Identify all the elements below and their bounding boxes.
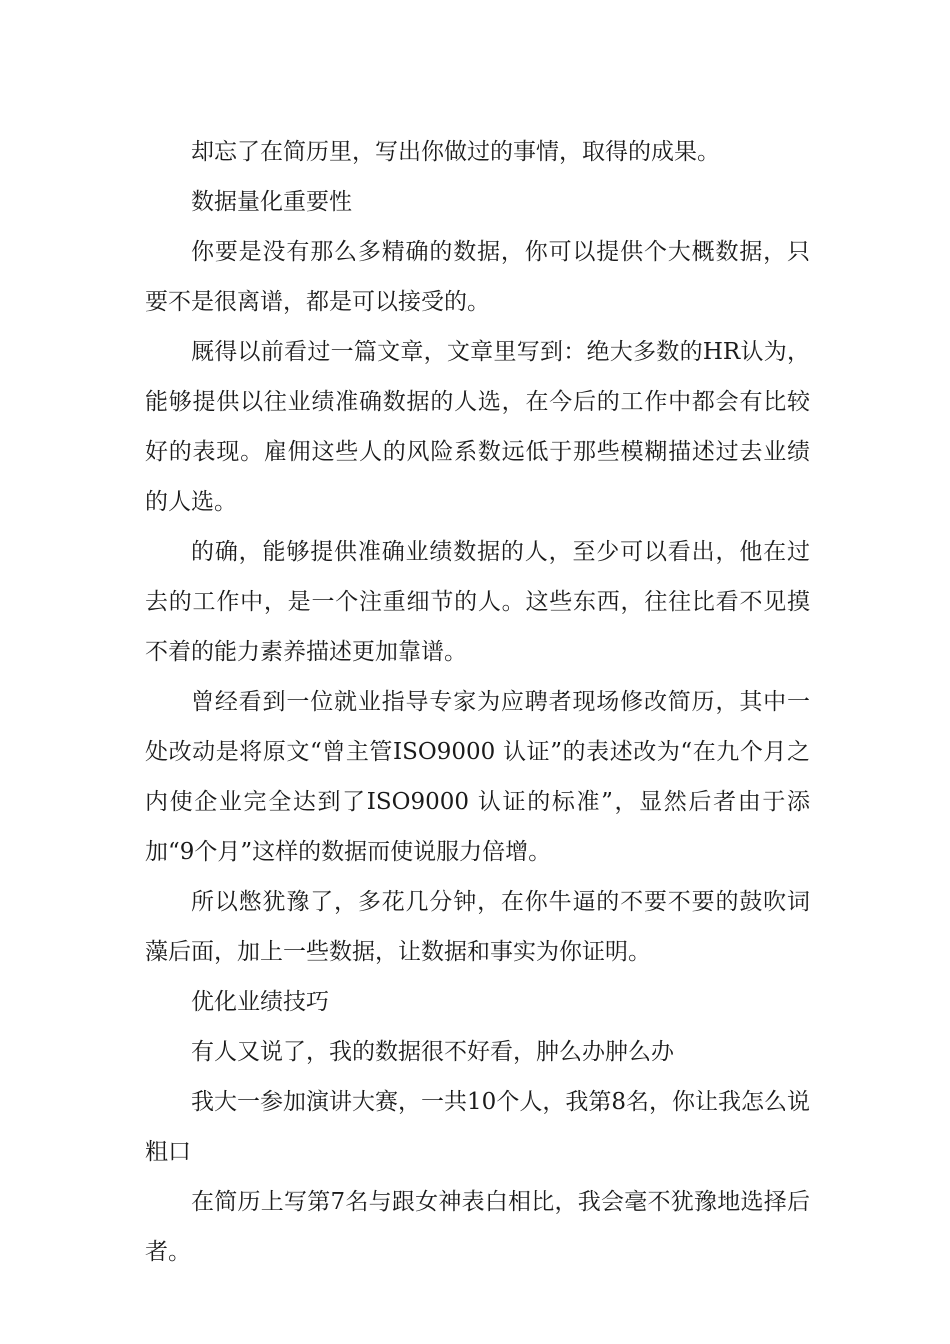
section-heading: 数据量化重要性 bbox=[191, 189, 352, 215]
document-body bbox=[145, 127, 810, 1277]
paragraph: 你要是没有那么多精确的数据，你可以提供个大概数据，只要不是很离谱，都是可以接受的。 bbox=[145, 239, 810, 315]
paragraph: 的确，能够提供准确业绩数据的人，至少可以看出，他在过去的工作中，是一个注重细节的人。这些东西，往往比看不见摸不着的能力素养描述更加靠谱。 bbox=[145, 539, 810, 665]
paragraph: 我大一参加演讲大赛，一共10个人，我第8名，你让我怎么说粗口 bbox=[145, 1089, 810, 1165]
paragraph: 曾经看到一位就业指导专家为应聘者现场修改简历，其中一处改动是将原文“曾主管ISO9000 认证”的表述改为“在九个月之内使企业完全达到了ISO9000 认证的标准”，显然后者由于添加“9个月”这样的数据而使说服力倍增。 bbox=[145, 689, 810, 865]
paragraph: 却忘了在简历里，写出你做过的事情，取得的成果。 bbox=[191, 139, 720, 165]
paragraph: 在简历上写第7名与跟女神表白相比，我会毫不犹豫地选择后者。 bbox=[145, 1189, 810, 1265]
paragraph: 有人又说了，我的数据很不好看，肿么办肿么办 bbox=[191, 1039, 674, 1065]
section-heading: 优化业绩技巧 bbox=[191, 989, 329, 1015]
paragraph: 所以憋犹豫了，多花几分钟，在你牛逼的不要不要的鼓吹词藻后面，加上一些数据，让数据和事实为你证明。 bbox=[145, 889, 810, 965]
paragraph: 厩得以前看过一篇文章，文章里写到：绝大多数的HR认为，能够提供以往业绩准确数据的人选，在今后的工作中都会有比较好的表现。雇佣这些人的风险系数远低于那些模糊描述过去业绩的人选。 bbox=[145, 339, 810, 515]
